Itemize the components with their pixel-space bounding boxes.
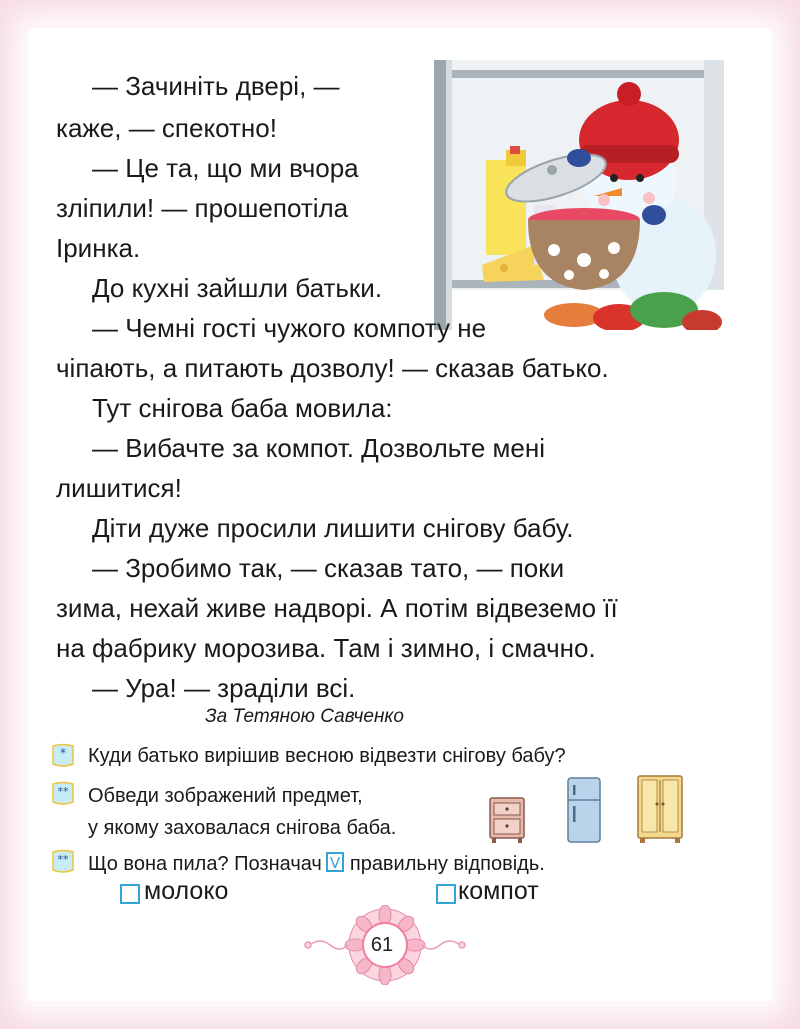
svg-text:**: ** <box>57 853 69 866</box>
task-3-text <box>88 852 545 876</box>
story-line: До кухні зайшли батьки. <box>92 273 383 303</box>
task-3-text-before: Що вона пила? Позначач <box>88 853 322 875</box>
story-line: Іринка. <box>56 233 141 263</box>
story-line: зима, нехай живе надворі. А потім відвеземо її <box>56 593 618 623</box>
story-line: Тут снігова баба мовила: <box>92 393 393 423</box>
wardrobe-icon[interactable] <box>636 774 684 844</box>
story-line: зліпили! — прошепотіла <box>56 193 349 223</box>
task-2-text-line-1: Обведи зображений предмет, <box>88 785 363 807</box>
fridge-icon[interactable] <box>566 776 602 844</box>
story-line: — Зачиніть двері, — <box>92 71 340 101</box>
one-star-icon <box>50 742 76 768</box>
two-star-icon <box>50 780 76 806</box>
page-number: 61 <box>370 934 394 956</box>
story-line: — Це та, що ми вчора <box>92 153 359 183</box>
nightstand-icon[interactable] <box>488 796 526 844</box>
story-line: чіпають, а питають дозволу! — сказав батько. <box>56 353 609 383</box>
story-line: — Вибачте за компот. Дозвольте мені <box>92 433 546 463</box>
option-compote-checkbox[interactable] <box>436 884 456 904</box>
snowman-fridge-illustration <box>434 60 724 330</box>
story-author: За Тетяною Савченко <box>205 706 404 727</box>
option-milk-label: молоко <box>144 877 229 905</box>
task-2-text-line-2: у якому заховалася снігова баба. <box>88 817 397 839</box>
svg-text:**: ** <box>57 785 69 798</box>
story-line: — Зробимо так, — сказав тато, — поки <box>92 553 565 583</box>
option-compote-label: компот <box>458 877 539 905</box>
checkmark-example-icon <box>326 852 344 872</box>
story-line: — Ура! — зраділи всі. <box>92 673 356 703</box>
svg-text:*: * <box>60 746 66 760</box>
task-3-text-after: правильну відповідь. <box>349 853 545 875</box>
task-1-text: Куди батько вирішив весною відвезти снігову бабу? <box>88 745 566 767</box>
story-line: Діти дуже просили лишити снігову бабу. <box>92 513 574 543</box>
two-star-icon <box>50 848 76 874</box>
story-line: — Чемні гості чужого компоту не <box>92 313 487 343</box>
option-milk-checkbox[interactable] <box>120 884 140 904</box>
story-line: на фабрику морозива. Там і зимно, і смачно. <box>56 633 596 663</box>
story-line: каже, — спекотно! <box>56 113 277 143</box>
svg-text:V: V <box>329 854 340 870</box>
story-line: лишитися! <box>56 473 182 503</box>
